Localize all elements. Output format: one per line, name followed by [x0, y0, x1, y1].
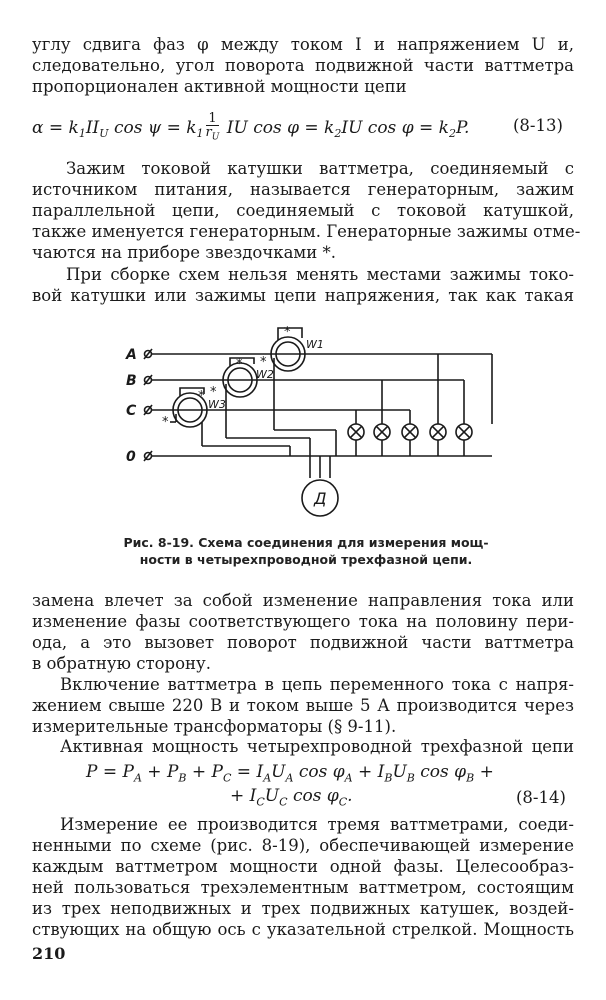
text-line: источником питания, называется генераторным, зажим: [32, 180, 574, 199]
lamp-icon: [402, 424, 418, 440]
terminal-label-b: B: [126, 373, 137, 389]
text-line: пропорционален активной мощности цепи: [32, 77, 407, 96]
generator-star: *: [162, 415, 169, 430]
terminal-label-0: 0: [126, 449, 136, 465]
generator-star: *: [198, 389, 205, 404]
text-line: При сборке схем нельзя менять местами зажимы токо-: [66, 265, 574, 284]
figure-caption: [120, 534, 492, 568]
text-line: из трех неподвижных и трех подвижных катушек, воздей-: [32, 899, 574, 918]
text-line: Активная мощность четырехпроводной трехфазной цепи: [60, 737, 574, 756]
text-line: Измерение ее производится тремя ваттметрами, соеди-: [60, 815, 574, 834]
formula-8-14-line2: + $I_CU_C$ $\cos \varphi_C$.: [230, 786, 353, 809]
text-line: жением свыше 220 В и током выше 5 А производится через: [32, 696, 574, 715]
generator-star: *: [210, 385, 217, 400]
text-line: углу сдвига фаз φ между током I и напряжением U и,: [32, 35, 574, 54]
formula-8-13: $\alpha = k_1II_U$ $\cos \psi = k_1$ $\frac{1}{r_U}$ IU $\cos \varphi = k_2IU$ $\cos \varphi = k_2P$.: [32, 111, 470, 143]
generator-star: *: [236, 357, 243, 372]
formula-8-14-line1: $P = P_A + P_B + P_C = I_AU_A$ $\cos \varphi_A + I_BU_B$ $\cos \varphi_B$ +: [86, 762, 494, 785]
caption-line: Рис. 8-19. Схема соединения для измерения мощ-: [123, 535, 489, 550]
text-line: ней пользоваться трехэлементным ваттметром, состоящим: [32, 878, 574, 897]
terminal-label-a: A: [126, 347, 137, 363]
text-line: параллельной цепи, соединяемый с токовой катушкой,: [32, 201, 574, 220]
paragraph-assembly: [32, 264, 574, 306]
lamp-icon: [430, 424, 446, 440]
text-line: вой катушки или зажимы цепи напряжения, так как такая: [32, 286, 574, 305]
text-line: ствующих на общую ось с указательной стрелкой. Мощность: [32, 920, 574, 939]
terminal-label-c: C: [126, 403, 137, 419]
equation-number: (8-13): [513, 116, 563, 135]
caption-line: ности в четырехпроводной трехфазной цепи.: [139, 552, 473, 567]
equation-number: (8-14): [516, 788, 566, 807]
generator-star: *: [284, 325, 291, 340]
text-line: следовательно, угол поворота подвижной части ваттметра: [32, 56, 574, 75]
text-line: изменение фазы соответствующего тока на половину пери-: [32, 612, 574, 631]
text-line: ода, а это вызовет поворот подвижной части ваттметра: [32, 633, 574, 652]
text-line: Включение ваттметра в цепь переменного тока с напря-: [60, 675, 574, 694]
paragraph-replacement: [32, 590, 574, 674]
paragraph-phase-angle: [32, 34, 574, 97]
paragraph-active-power: [32, 736, 574, 757]
wattmeter-label-w1: W1: [306, 338, 324, 351]
lamp-icon: [374, 424, 390, 440]
wattmeter-label-w2: W2: [256, 368, 274, 381]
paragraph-measurement: [32, 814, 574, 940]
generator-star: *: [260, 355, 267, 370]
text-line: в обратную сторону.: [32, 654, 211, 673]
text-line: Зажим токовой катушки ваттметра, соединяемый с: [66, 159, 574, 178]
wattmeter-label-w3: W3: [208, 398, 226, 411]
text-line: измерительные трансформаторы (§ 9-11).: [32, 717, 397, 736]
text-line: каждым ваттметром мощности одной фазы. Целесообраз-: [32, 857, 574, 876]
lamp-group: [348, 424, 472, 440]
text-line: также именуется генераторным. Генераторные зажимы отме-: [32, 222, 581, 241]
circuit-diagram: [110, 318, 510, 528]
lamp-icon: [348, 424, 364, 440]
text-line: замена влечет за собой изменение направления тока или: [32, 591, 574, 610]
paragraph-connection: [32, 674, 574, 737]
text-line: чаются на приборе звездочками *.: [32, 243, 336, 262]
paragraph-generator-terminals: [32, 158, 581, 263]
page-number: 210: [32, 944, 66, 963]
motor-label: Д: [314, 489, 327, 508]
text-line: ненными по схеме (рис. 8-19), обеспечивающей измерение: [32, 836, 574, 855]
lamp-icon: [456, 424, 472, 440]
